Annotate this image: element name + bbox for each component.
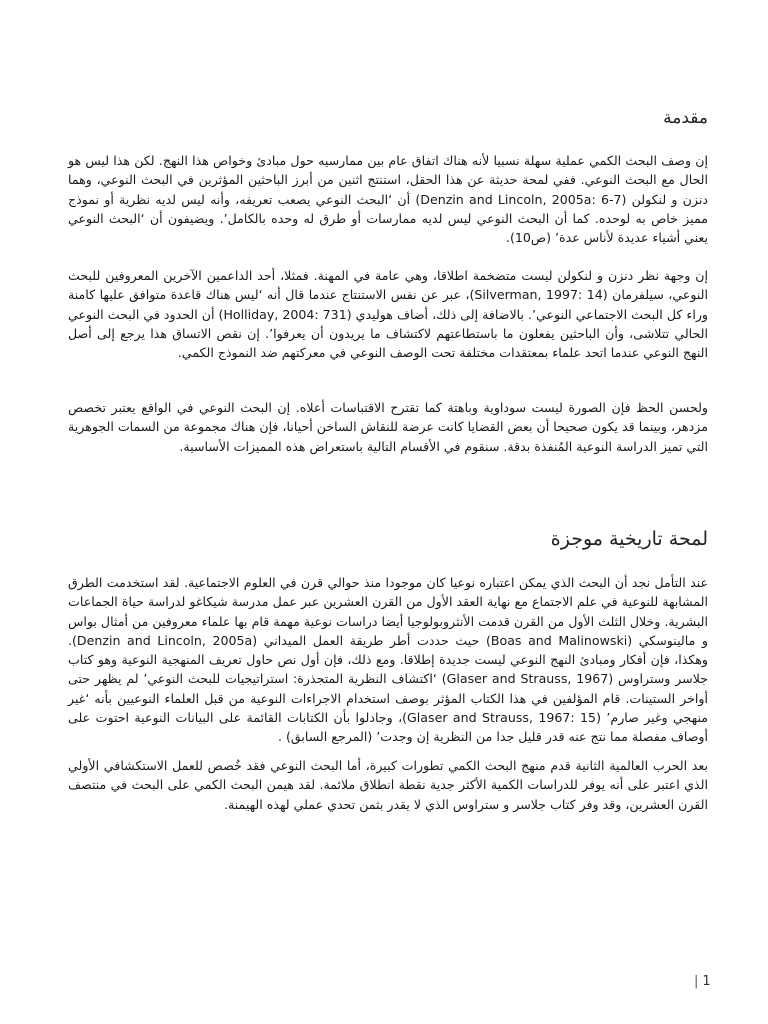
paragraph-history-2: بعد الحرب العالمية الثانية قدم منهج البحث الكمي تطورات كبيرة، أما البحث النوعي فقد خُصص للعمل الاستكشافي الأولي الذي اعتبر على أنه يوفر للدراسات الكمية الأكثر جدية نقطة انطلاق ملائمة. لقد هيمن البحث الكمي على البحث في منتصف القرن العشرين، وقد وفر كتاب جلاسر و ستراوس الذي لا يقدر بثمن تحدي عملي لهذه الهيمنة.: [68, 758, 708, 812]
footer-separator: |: [694, 974, 699, 989]
section-heading-introduction: مقدمة: [663, 108, 708, 128]
page-footer: [694, 974, 734, 989]
paragraph-intro-1: إن وصف البحث الكمي عملية سهلة نسبيا لأنه هناك اتفاق عام بين ممارسيه حول مبادئ وخواص هذا النهج. لكن هذا ليس هو الحال مع البحث النوعي. ففي لمحة حديثة عن هذا الحقل، استنتج اثنين من أبرز الباحثين المؤثرين في البحث النوعي، وهما دنزن و لنكولن (Denzin and Lincoln, 2005a: 6-7) أن ‘البحث النوعي يصعب تعريفه، وأنه ليس لديه نظرية أو نموذج مميز خاص به لوحده. كما أن البحث النوعي ليس لديه ممارسات أو طرق له وحده بالكامل’. ويضيفون أن ‘البحث النوعي يعني أشياء عديدة لأناس عدة’ (ص10).: [68, 153, 708, 246]
document-page: [68, 0, 711, 1024]
paragraph-intro-3: ولحسن الحظ فإن الصورة ليست سوداوية وباهتة كما تقترح الاقتباسات أعلاه. إن البحث النوعي في الواقع يعتبر تخصص مزدهر، وبينما قد يكون صحيحا أن بعض القضايا كانت عرضة للنقاش الساخن أحيانا، فإن هناك مجموعة من السمات الجوهرية التي تميز الدراسة النوعية المُنفذة بدقة. سنقوم في الأقسام التالية باستعراض هذه المميزات الأساسية.: [68, 400, 708, 454]
section-heading-history: لمحة تاريخية موجزة: [550, 528, 708, 550]
paragraph-history-1: عند التأمل نجد أن البحث الذي يمكن اعتباره نوعيا كان موجودا منذ حوالي قرن في العلوم الاجتماعية. لقد استخدمت الطرق المشابهة للنوعية في علم الاجتماع مع نهاية العقد الأول من القرن العشرين عبر عمل مدرسة شيكاغو لدراسة حياة الجماعات البشرية. وخلال الثلث الأول من القرن قدمت الأنثروبولوجيا أيضا دراسات نوعية مهمة قام بها علماء معروفين من أمثال بواس و مالينوسكي (Boas and Malinowski) حيث حددت أطر طريقة العمل الميداني (Denzin and Lincoln, 2005a). وهكذا، فإن أفكار ومبادئ النهج النوعي ليست جديدة إطلاقا. ومع ذلك، فإن أول نص حاول تعريف المنهجية النوعية وهو كتاب جلاسر وستراوس (Glaser and Strauss, 1967) ‘اكتشاف النظرية المتجذرة: استراتيجيات للبحث النوعي’ لم يظهر حتى أواخر الستينات. قام المؤلفين في هذا الكتاب المؤثر بوصف استخدام الاجراءات النوعية من قبل العلماء النوعيين بأنه ‘غير منهجي وغير صارم’ (Glaser and Strauss, 1967: 15)، وجادلوا بأن الكتابات القائمة على البيانات النوعية احتوت على أوصاف مفصلة مما نتج عنه قدر قليل جدا من النظرية إن وجدت’ (المرجع السابق) .: [68, 575, 709, 745]
paragraph-intro-2: إن وجهة نظر دنزن و لنكولن ليست متضخمة اطلاقا، وهي عامة في المهنة. فمثلا، أحد الداعمين الآخرين المعروفين للبحث النوعي، سيلفرمان (Silverman, 1997: 14)، عبر عن نفس الاستنتاج عندما قال أنه ‘ليس هناك قاعدة متوافق عليها كامنة وراء كل البحث الاجتماعي النوعي’. بالاضافة إلى ذلك، أضاف هوليدي (Holliday, 2004: 731) أن الحدود في البحث النوعي الحالي تتلاشى، وأن الباحثين يفعلون ما باستطاعتهم لاكتشاف ما يريدون أن يعرفوا’. إن نقص الاتساق هذا يرجع إلى أصل النهج النوعي عندما اتحد علماء بمعتقدات مختلفة تحت الوصف النوعي في معركتهم ضد النموذج الكمي.: [68, 268, 708, 361]
page-number: 1: [702, 974, 711, 989]
